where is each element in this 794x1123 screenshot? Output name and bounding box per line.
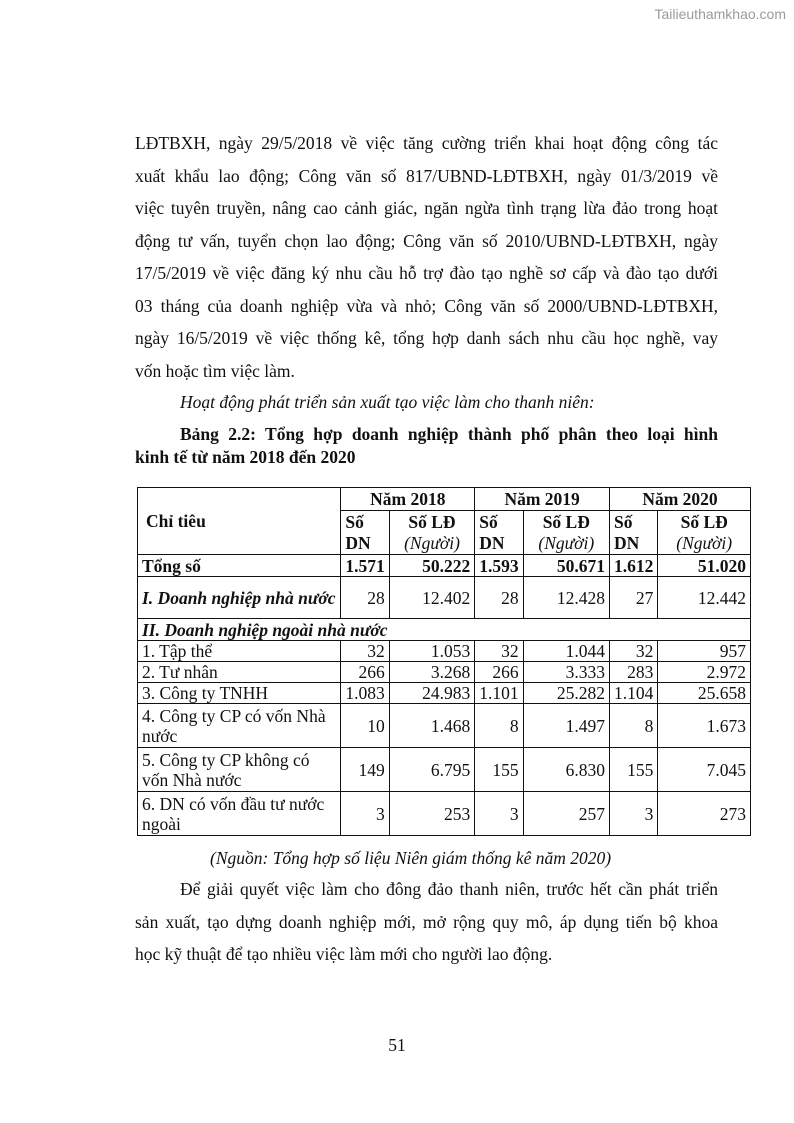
table-caption: [135, 423, 718, 469]
cell: 6.830: [523, 748, 609, 792]
cell: 27: [609, 577, 657, 619]
cell: 3: [341, 792, 389, 836]
cell: 253: [389, 792, 474, 836]
header-indicator: Chỉ tiêu: [138, 488, 341, 555]
cell: 1.101: [475, 683, 523, 704]
header-sub: Số LĐ: [389, 511, 474, 533]
header-sub: Số LĐ: [523, 511, 609, 533]
row-label: 2. Tư nhân: [138, 662, 341, 683]
cell: 8: [609, 704, 657, 748]
header-sub: DN: [609, 533, 657, 555]
cell: 12.428: [523, 577, 609, 619]
paragraph-line: động tư vấn, tuyển chọn lao động; Công văn số 2010/UBND-LĐTBXH, ngày: [135, 230, 718, 251]
source-note: (Nguồn: Tổng hợp số liệu Niên giám thống kê năm 2020): [210, 848, 612, 868]
header-sub: Số LĐ: [658, 511, 751, 533]
cell: 149: [341, 748, 389, 792]
page-number: 51: [388, 1035, 406, 1055]
paragraph-line: 17/5/2019 về việc đăng ký nhu cầu hỗ trợ đào tạo nghề sơ cấp và đào tạo dưới: [135, 263, 718, 283]
cell: 1.497: [523, 704, 609, 748]
header-sub: (Người): [389, 533, 474, 555]
paragraph-line: việc tuyên truyền, nâng cao cảnh giác, ngăn ngừa tình trạng lừa đảo trong hoạt: [135, 198, 718, 218]
cell: 28: [475, 577, 523, 619]
cell: 50.222: [389, 555, 474, 577]
cell: 266: [341, 662, 389, 683]
table-row: [138, 619, 751, 641]
paragraph-line: 03 tháng của doanh nghiệp vừa và nhỏ; Công văn số 2000/UBND-LĐTBXH,: [135, 295, 718, 316]
paragraph-line: học kỹ thuật để tạo nhiều việc làm mới cho người lao động.: [135, 944, 553, 964]
cell: 32: [341, 641, 389, 662]
cell: 3.268: [389, 662, 474, 683]
header-sub: (Người): [658, 533, 751, 555]
header-year: Năm 2019: [475, 488, 610, 511]
cell: 25.658: [658, 683, 751, 704]
cell: 1.083: [341, 683, 389, 704]
cell: 7.045: [658, 748, 751, 792]
row-label: 1. Tập thể: [138, 641, 341, 662]
table-row: [138, 792, 751, 836]
cell: 12.442: [658, 577, 751, 619]
cell: 1.104: [609, 683, 657, 704]
table-row: [138, 748, 751, 792]
body-paragraph-2: [135, 873, 718, 971]
cell: 10: [341, 704, 389, 748]
cell: 283: [609, 662, 657, 683]
table-row: [138, 683, 751, 704]
cell: 1.468: [389, 704, 474, 748]
cell: 2.972: [658, 662, 751, 683]
table-caption-line-2: kinh tế từ năm 2018 đến 2020: [135, 447, 356, 467]
cell: 266: [475, 662, 523, 683]
cell: 1.673: [658, 704, 751, 748]
cell: 3: [475, 792, 523, 836]
cell: 6.795: [389, 748, 474, 792]
row-label: 3. Công ty TNHH: [138, 683, 341, 704]
paragraph-line: vốn hoặc tìm việc làm.: [135, 360, 295, 381]
paragraph-line: sản xuất, tạo dựng doanh nghiệp mới, mở rộng quy mô, áp dụng tiến bộ khoa: [135, 911, 718, 932]
row-label: 5. Công ty CP không có vốn Nhà nước: [138, 748, 341, 792]
table-row: [138, 662, 751, 683]
cell: 273: [658, 792, 751, 836]
cell: 32: [609, 641, 657, 662]
cell: 3: [609, 792, 657, 836]
table-caption-line-1: Bảng 2.2: Tổng hợp doanh nghiệp thành phố phân theo loại hình: [180, 424, 718, 444]
cell: 32: [475, 641, 523, 662]
header-year: Năm 2018: [341, 488, 475, 511]
header-sub: Số: [609, 511, 657, 533]
cell: 1.593: [475, 555, 523, 577]
header-sub: Số: [475, 511, 523, 533]
row-label: I. Doanh nghiệp nhà nước: [138, 577, 341, 619]
enterprise-table: [137, 487, 751, 836]
header-sub: DN: [341, 533, 389, 555]
table-row: [138, 704, 751, 748]
header-sub: (Người): [523, 533, 609, 555]
table-row: [138, 555, 751, 577]
body-paragraph-1: [135, 127, 718, 387]
cell: 50.671: [523, 555, 609, 577]
cell: 957: [658, 641, 751, 662]
cell: 1.612: [609, 555, 657, 577]
row-label: Tổng số: [138, 555, 341, 577]
paragraph-line: ngày 16/5/2019 về việc thống kê, tổng hợp danh sách nhu cầu học nghề, vay: [135, 328, 718, 348]
paragraph-line: Để giải quyết việc làm cho đông đảo thanh niên, trước hết cần phát triển: [180, 879, 718, 899]
cell: 257: [523, 792, 609, 836]
section-heading: Hoạt động phát triển sản xuất tạo việc làm cho thanh niên:: [180, 392, 595, 412]
cell: 1.044: [523, 641, 609, 662]
cell: 51.020: [658, 555, 751, 577]
cell: 3.333: [523, 662, 609, 683]
row-group-label: II. Doanh nghiệp ngoài nhà nước: [138, 619, 751, 641]
cell: 1.053: [389, 641, 474, 662]
header-year: Năm 2020: [609, 488, 750, 511]
row-label: 6. DN có vốn đầu tư nước ngoài: [138, 792, 341, 836]
table-row: [138, 577, 751, 619]
cell: 155: [475, 748, 523, 792]
cell: 1.571: [341, 555, 389, 577]
paragraph-line: LĐTBXH, ngày 29/5/2018 về việc tăng cường triển khai hoạt động công tác: [135, 133, 718, 153]
watermark: Tailieuthamkhao.com: [654, 6, 786, 22]
cell: 8: [475, 704, 523, 748]
table-row: [138, 641, 751, 662]
paragraph-line: xuất khẩu lao động; Công văn số 817/UBND-LĐTBXH, ngày 01/3/2019 về: [135, 165, 718, 186]
cell: 155: [609, 748, 657, 792]
header-sub: DN: [475, 533, 523, 555]
header-sub: Số: [341, 511, 389, 533]
cell: 12.402: [389, 577, 474, 619]
cell: 25.282: [523, 683, 609, 704]
cell: 24.983: [389, 683, 474, 704]
row-label: 4. Công ty CP có vốn Nhà nước: [138, 704, 341, 748]
cell: 28: [341, 577, 389, 619]
